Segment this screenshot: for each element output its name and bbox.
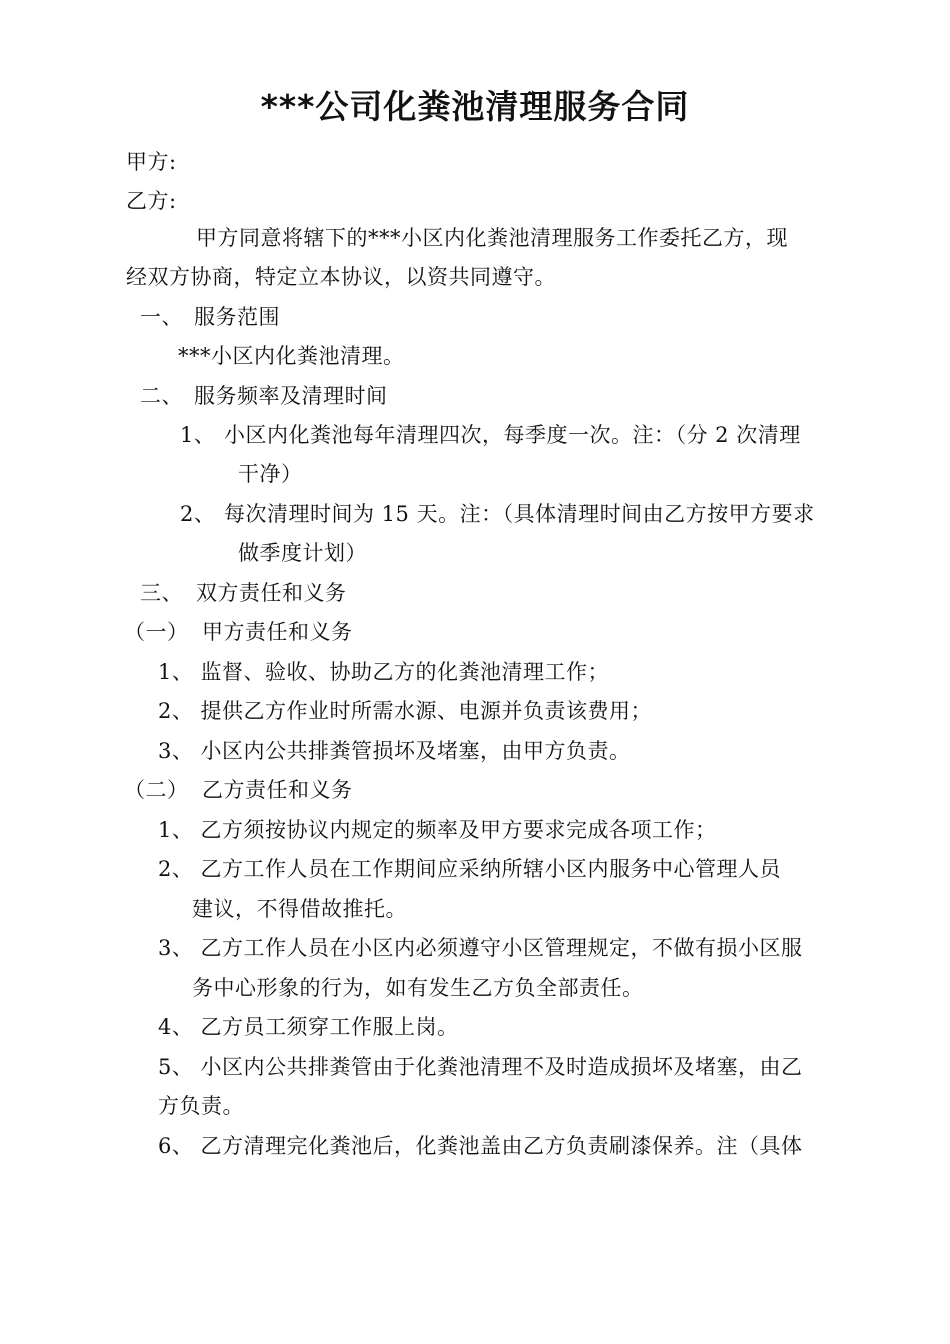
party-a-duty-3: 3、 小区内公共排粪管损坏及堵塞，由甲方负责。 [158,739,631,763]
party-b-duty-6-line-1: 6、 乙方清理完化粪池后，化粪池盖由乙方负责刷漆保养。注（具体 [158,1134,803,1158]
section-1-number: 一、 [140,305,183,329]
section-2-item-1-line-2: 干净） [238,462,303,486]
party-b-duty-3-line-1: 3、 乙方工作人员在小区内必须遵守小区管理规定，不做有损小区服 [158,936,803,960]
subsection-2-number: （二） [124,778,189,802]
party-b-duty-1: 1、 乙方须按协议内规定的频率及甲方要求完成各项工作； [158,818,717,842]
section-3-heading: 双方责任和义务 [196,581,347,605]
section-2-item-1-line-1: 小区内化粪池每年清理四次，每季度一次。注：（分 2 次清理 [224,423,801,447]
section-1-body: ***小区内化粪池清理。 [178,344,405,368]
section-2-item-2-line-2: 做季度计划） [238,541,367,565]
section-2-number: 二、 [140,384,183,408]
document-title: ***公司化粪池清理服务合同 [260,87,690,126]
subsection-2-heading: 乙方责任和义务 [202,778,353,802]
party-b-label: 乙方: [126,189,177,213]
subsection-1-heading: 甲方责任和义务 [202,620,353,644]
section-1-heading: 服务范围 [194,305,280,329]
section-2-heading: 服务频率及清理时间 [194,384,388,408]
party-a-duty-1: 1、 监督、验收、协助乙方的化粪池清理工作； [158,660,610,684]
intro-line-1: 甲方同意将辖下的***小区内化粪池清理服务工作委托乙方，现 [196,226,788,250]
section-2-item-1-number: 1、 [180,423,216,447]
party-b-duty-5-line-1: 5、 小区内公共排粪管由于化粪池清理不及时造成损坏及堵塞，由乙 [158,1055,803,1079]
section-2-item-2-line-1: 每次清理时间为 15 天。注：（具体清理时间由乙方按甲方要求 [224,502,815,526]
subsection-1-number: （一） [124,620,189,644]
party-b-duty-5-line-2: 方负责。 [158,1094,244,1118]
party-a-duty-2: 2、 提供乙方作业时所需水源、电源并负责该费用； [158,699,653,723]
party-a-label: 甲方: [126,150,177,174]
intro-line-2: 经双方协商，特定立本协议，以资共同遵守。 [126,265,556,289]
section-3-number: 三、 [140,581,183,605]
party-b-duty-3-line-2: 务中心形象的行为，如有发生乙方负全部责任。 [192,976,644,1000]
section-2-item-2-number: 2、 [180,502,216,526]
party-b-duty-4: 4、 乙方员工须穿工作服上岗。 [158,1015,459,1039]
party-b-duty-2-line-1: 2、 乙方工作人员在工作期间应采纳所辖小区内服务中心管理人员 [158,857,782,881]
party-b-duty-2-line-2: 建议，不得借故推托。 [192,897,407,921]
